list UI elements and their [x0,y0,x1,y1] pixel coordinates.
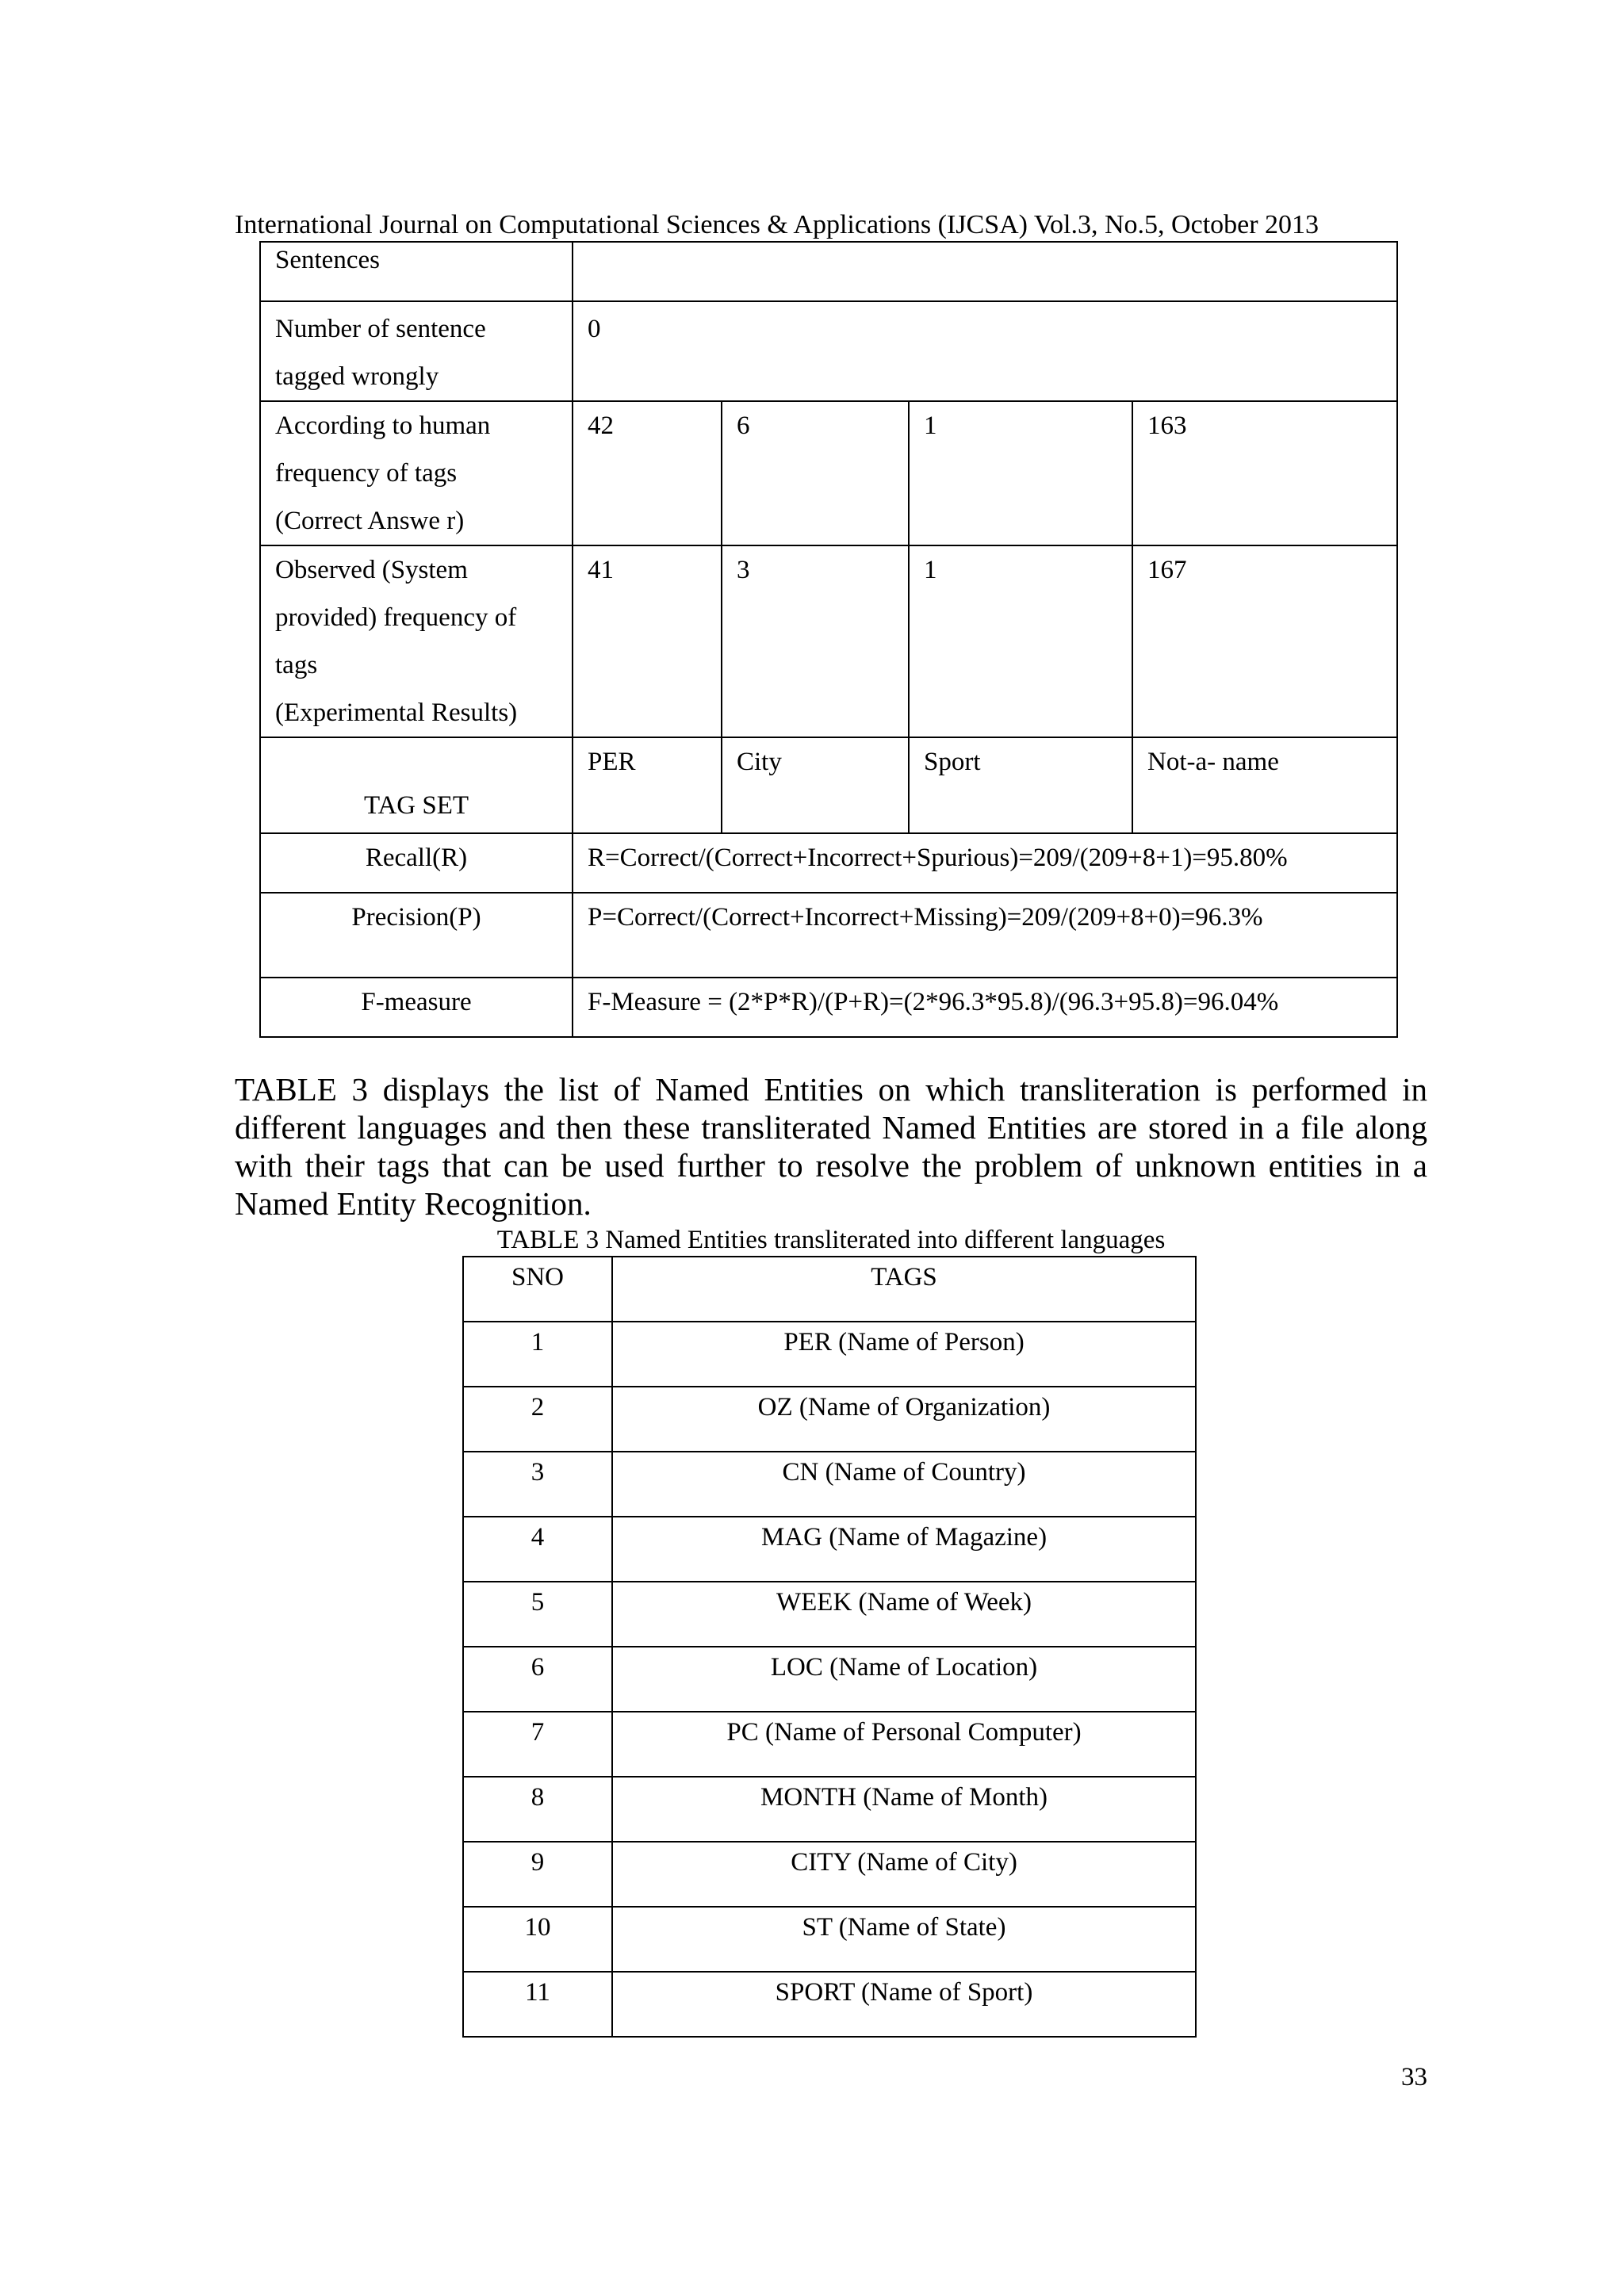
cell-wrong-value [573,301,1397,401]
precision-label: Precision(P) [351,903,481,932]
table-3-caption: TABLE 3 Named Entities transliterated into different languages [496,1226,1166,1254]
cell-tagset-notaname [1132,737,1397,833]
table-3-header-row [463,1257,1196,1322]
row-precision [260,893,1397,978]
table-row [463,1647,1196,1712]
row-sentences [260,242,1397,301]
human-value: 163 [1147,411,1187,440]
paragraph-text: TABLE 3 displays the list of Named Entities on which transliteration is performed in different languages and then these transliterated Named Entities are stored in a file along with their tags that can be used further to resolve the problem of unknown entities in a Named Entity Recognition. [235,1071,1427,1222]
table-row [463,1777,1196,1842]
cell-human-notaname [1132,401,1397,545]
recall-label: Recall(R) [365,844,468,872]
observed-value: 3 [737,556,750,584]
table-row [463,1712,1196,1777]
cell-precision-label [260,893,573,978]
table-row [463,1322,1196,1387]
observed-value: 41 [588,556,614,584]
table-row [463,1842,1196,1907]
table-3-body [463,1257,1196,2037]
cell-wrong-label [260,301,573,401]
body-paragraph [235,1070,1427,1223]
table-row [463,1387,1196,1452]
results-table [259,241,1398,1038]
cell-human-sport [909,401,1132,545]
table-row [463,1582,1196,1647]
cell-recall-formula [573,833,1397,893]
cell-recall-label [260,833,573,893]
human-value: 42 [588,411,614,440]
tag-cell: LOC (Name of Location) [612,1647,1196,1712]
observed-label-line-1: Observed (System [275,556,468,584]
tag-cell: PER (Name of Person) [612,1322,1196,1387]
human-label-line-3: (Correct Answe r) [275,507,465,535]
sno-cell: 6 [463,1647,612,1712]
cell-observed-city [722,545,909,737]
tag-cell: OZ (Name of Organization) [612,1387,1196,1452]
human-label-line-1: According to human [275,411,491,440]
cell-tagset-per [573,737,722,833]
human-value: 1 [924,411,937,440]
tagset-value: City [737,748,782,776]
sentences-label: Sentences [275,246,380,274]
observed-value: 1 [924,556,937,584]
tag-cell: MONTH (Name of Month) [612,1777,1196,1842]
tag-cell: CN (Name of Country) [612,1452,1196,1517]
cell-sentences-label [260,242,573,301]
table-row [463,1972,1196,2037]
observed-label-line-4: (Experimental Results) [275,698,518,727]
recall-formula: R=Correct/(Correct+Incorrect+Spurious)=209/(209+8+1)=95.80% [588,844,1288,872]
running-header: International Journal on Computational Sciences & Applications (IJCSA) Vol.3, No.5, October 2013 [235,210,1320,239]
cell-fmeasure-formula [573,978,1397,1037]
tag-cell: MAG (Name of Magazine) [612,1517,1196,1582]
fmeasure-label: F-measure [361,988,472,1016]
row-observed [260,545,1397,737]
fmeasure-formula: F-Measure = (2*P*R)/(P+R)=(2*96.3*95.8)/(96.3+95.8)=96.04% [588,988,1279,1016]
sno-cell: 7 [463,1712,612,1777]
sno-cell: 11 [463,1972,612,2037]
sno-cell: 8 [463,1777,612,1842]
row-recall [260,833,1397,893]
wrong-label-line-2: tagged wrongly [275,362,439,391]
cell-observed-sport [909,545,1132,737]
wrong-value: 0 [588,315,601,343]
precision-formula: P=Correct/(Correct+Incorrect+Missing)=209/(209+8+0)=96.3% [588,903,1263,932]
sno-cell: 5 [463,1582,612,1647]
cell-observed-label [260,545,573,737]
cell-tagset-sport [909,737,1132,833]
sno-cell: 9 [463,1842,612,1907]
tagset-value: Sport [924,748,981,776]
table-3 [462,1256,1197,2038]
row-fmeasure [260,978,1397,1037]
tagset-value: Not-a- name [1147,748,1279,776]
observed-label-line-3: tags [275,651,318,679]
cell-human-per [573,401,722,545]
cell-precision-formula [573,893,1397,978]
tag-cell: CITY (Name of City) [612,1842,1196,1907]
table-row [463,1517,1196,1582]
observed-label-line-2: provided) frequency of [275,603,517,632]
header-sno: SNO [463,1257,612,1322]
row-wrong [260,301,1397,401]
cell-human-city [722,401,909,545]
row-tagset [260,737,1397,833]
tagset-label: TAG SET [363,791,469,820]
sno-cell: 4 [463,1517,612,1582]
tag-cell: WEEK (Name of Week) [612,1582,1196,1647]
cell-observed-notaname [1132,545,1397,737]
cell-sentences-value [573,242,1397,301]
human-value: 6 [737,411,750,440]
cell-fmeasure-label [260,978,573,1037]
cell-observed-per [573,545,722,737]
sno-cell: 3 [463,1452,612,1517]
observed-value: 167 [1147,556,1187,584]
row-human [260,401,1397,545]
cell-tagset-label [260,737,573,833]
header-tags: TAGS [612,1257,1196,1322]
wrong-label-line-1: Number of sentence [275,315,486,343]
table-row [463,1907,1196,1972]
human-label-line-2: frequency of tags [275,459,458,488]
tag-cell: SPORT (Name of Sport) [612,1972,1196,2037]
sno-cell: 1 [463,1322,612,1387]
cell-human-label [260,401,573,545]
sno-cell: 10 [463,1907,612,1972]
sno-cell: 2 [463,1387,612,1452]
table-row [463,1452,1196,1517]
tag-cell: PC (Name of Personal Computer) [612,1712,1196,1777]
cell-tagset-city [722,737,909,833]
tag-cell: ST (Name of State) [612,1907,1196,1972]
page-number: 33 [1401,2063,1427,2091]
tagset-value: PER [588,748,636,776]
